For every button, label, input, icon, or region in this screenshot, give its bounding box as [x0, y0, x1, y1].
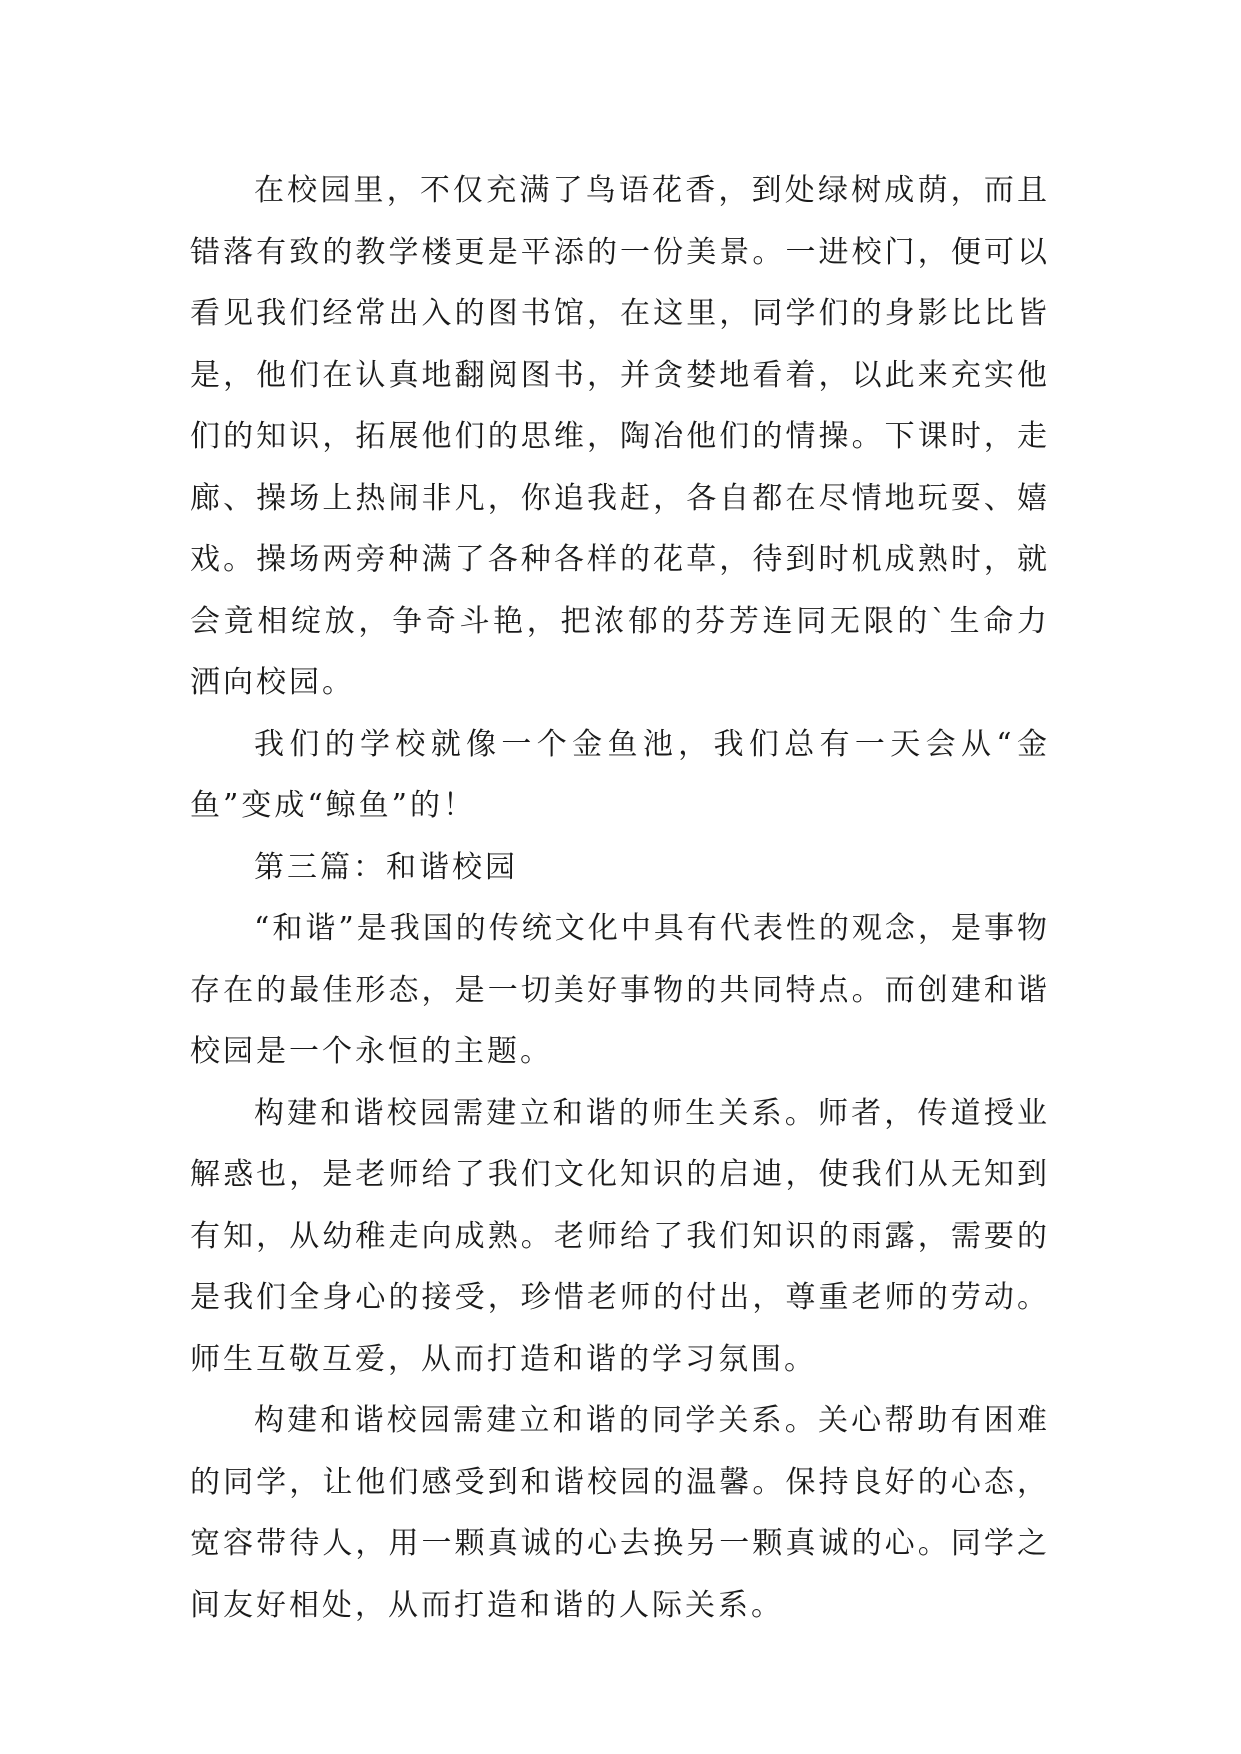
paragraph-campus-scenery: 在校园里，不仅充满了鸟语花香，到处绿树成荫，而且错落有致的教学楼更是平添的一份美景。一进校门，便可以看见我们经常出入的图书馆，在这里，同学们的身影比比皆是，他们在认真地翻阅图书，并贪婪地看着，以此来充实他们的知识，拓展他们的思维，陶冶他们的情操。下课时，走廊、操场上热闹非凡，你追我赶，各自都在尽情地玩耍、嬉戏。操场两旁种满了各种各样的花草，待到时机成熟时，就会竟相绽放，争奇斗艳，把浓郁的芬芳连同无限的`生命力洒向校园。: [190, 173, 1050, 700]
paragraph-classmate-relations: 构建和谐校园需建立和谐的同学关系。关心帮助有困难的同学，让他们感受到和谐校园的温馨。保持良好的心态，宽容带待人，用一颗真诚的心去换另一颗真诚的心。同学之间友好相处，从而打造和谐的人际关系。: [190, 1403, 1050, 1623]
document-body: [190, 160, 1050, 1636]
paragraph-goldfish-pond: 我们的学校就像一个金鱼池，我们总有一天会从“金鱼”变成“鲸鱼”的！: [190, 726, 1050, 823]
paragraph-teacher-student-relations: 构建和谐校园需建立和谐的师生关系。师者，传道授业解惑也，是老师给了我们文化知识的启迪，使我们从无知到有知，从幼稚走向成熟。老师给了我们知识的雨露，需要的是我们全身心的接受，珍惜老师的付出，尊重老师的劳动。师生互敬互爱，从而打造和谐的学习氛围。: [190, 1095, 1050, 1377]
section-heading-harmonious-campus: 第三篇：和谐校园: [254, 849, 518, 885]
paragraph-harmony-concept: “和谐”是我国的传统文化中具有代表性的观念，是事物存在的最佳形态，是一切美好事物的共同特点。而创建和谐校园是一个永恒的主题。: [190, 911, 1050, 1069]
